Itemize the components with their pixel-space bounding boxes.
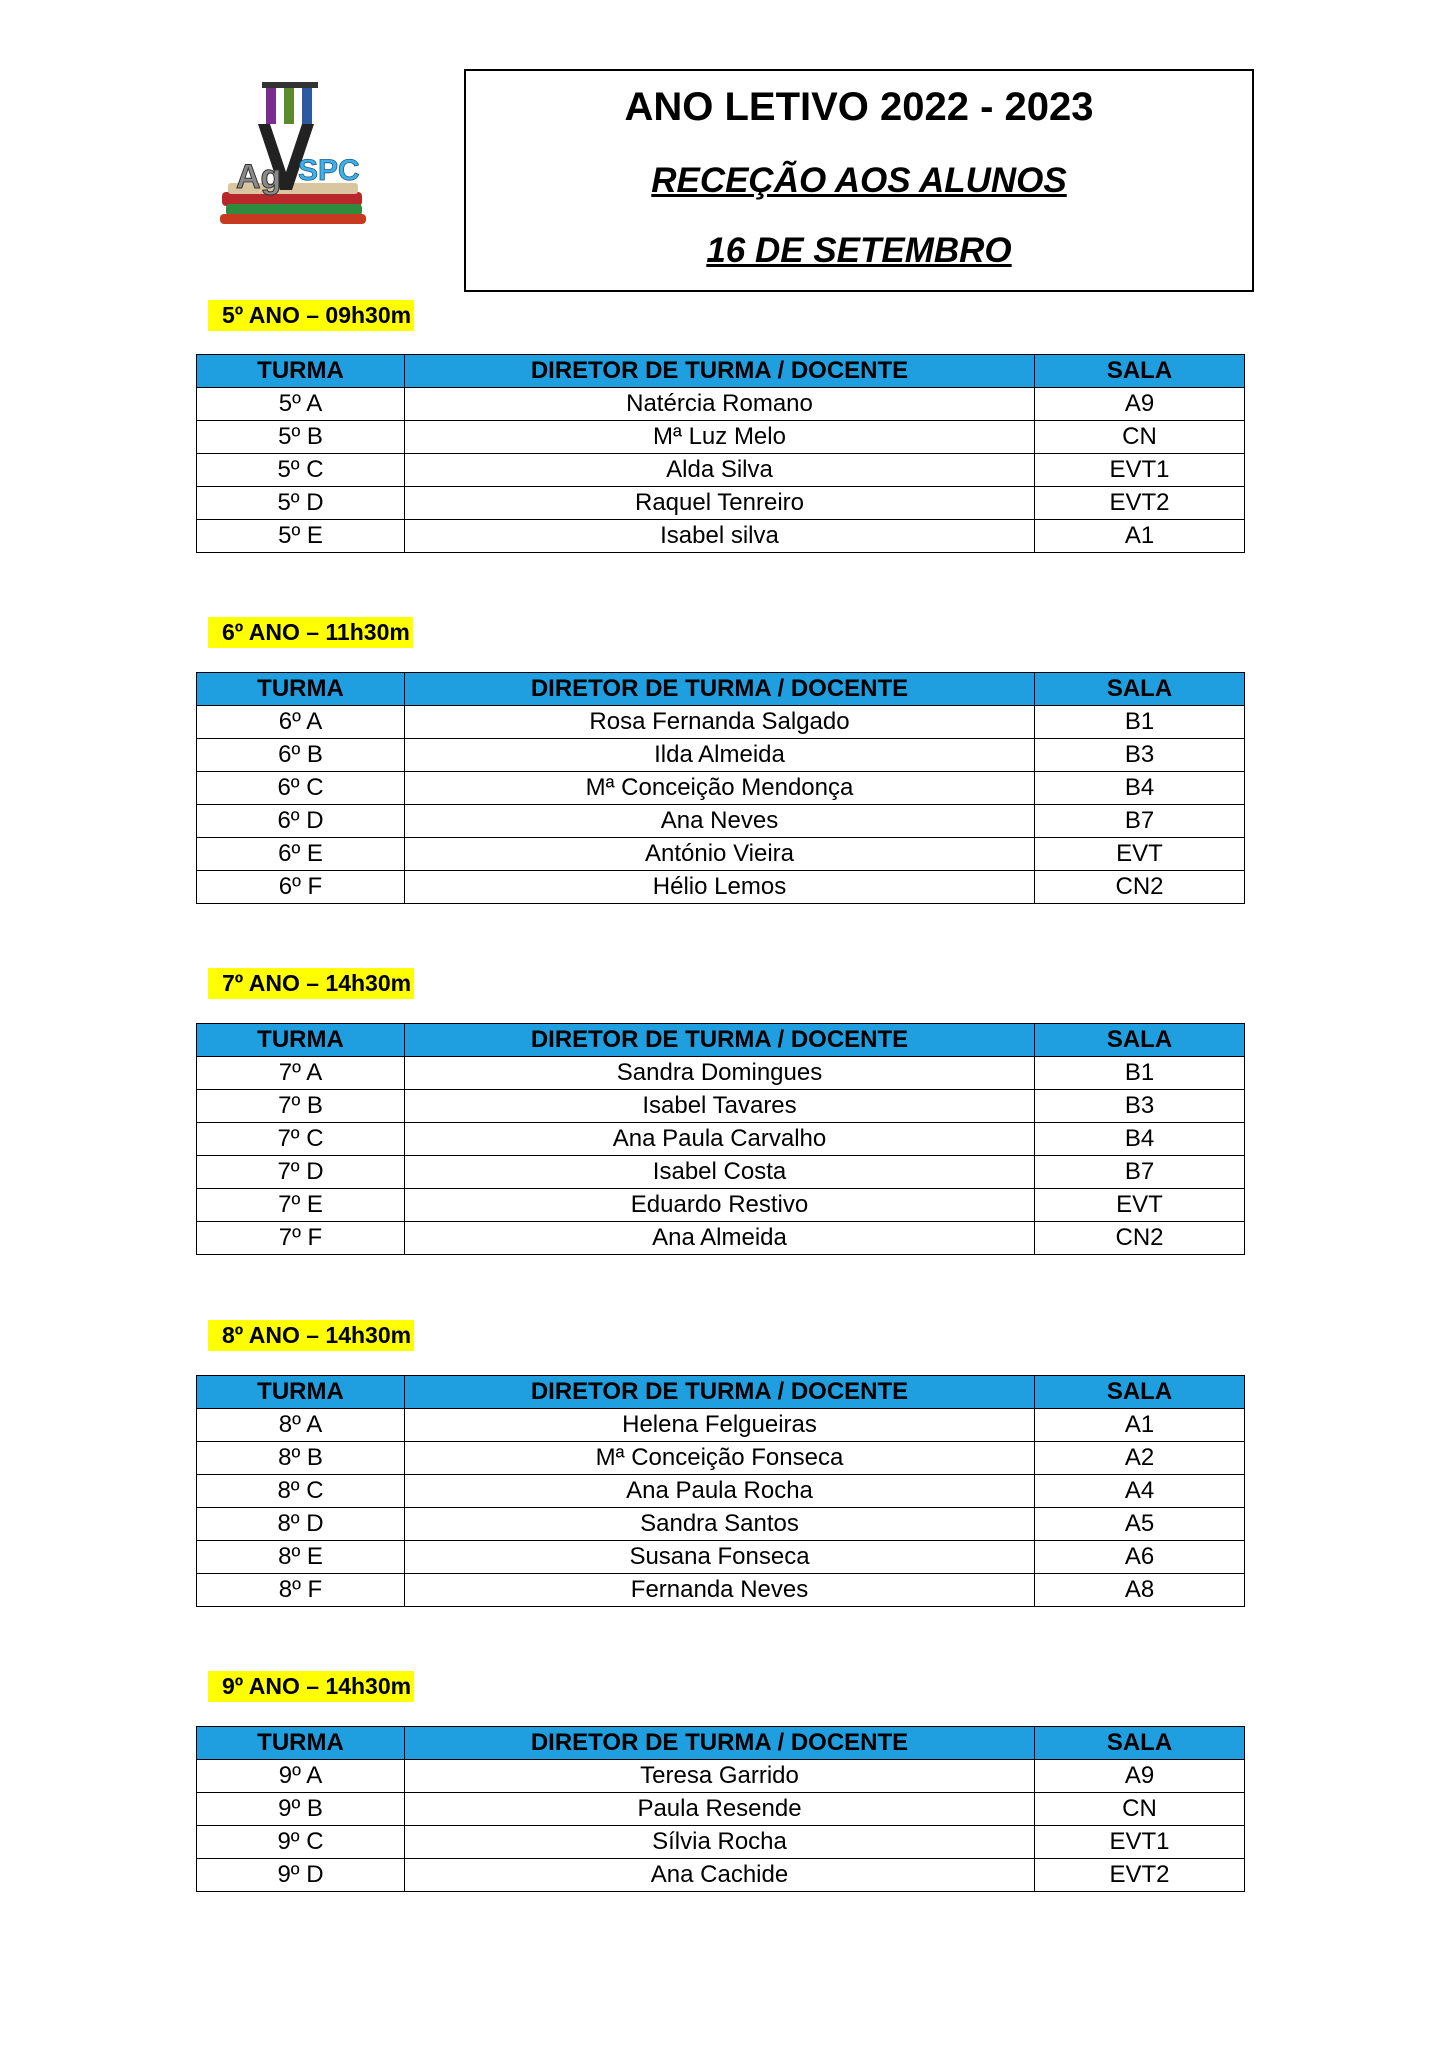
class-table [196,354,1245,553]
table-row [197,454,1245,487]
sala-cell: B7 [1035,1156,1245,1189]
turma-cell: 5º D [197,487,405,520]
docente-cell: António Vieira [405,838,1035,871]
column-header-turma: TURMA [197,1376,405,1409]
turma-cell: 6º C [197,772,405,805]
section-label: 9º ANO – 14h30m [208,1671,414,1702]
turma-cell: 8º A [197,1409,405,1442]
sala-cell: A8 [1035,1574,1245,1607]
sala-cell: CN2 [1035,1222,1245,1255]
table-header-row [197,1376,1245,1409]
document-title: ANO LETIVO 2022 - 2023 [624,85,1094,129]
turma-cell: 8º D [197,1508,405,1541]
turma-cell: 8º F [197,1574,405,1607]
docente-cell: Alda Silva [405,454,1035,487]
turma-cell: 7º C [197,1123,405,1156]
column-header-turma: TURMA [197,1024,405,1057]
turma-cell: 6º E [197,838,405,871]
column-header-sala: SALA [1035,1727,1245,1760]
sala-cell: B1 [1035,1057,1245,1090]
docente-cell: Eduardo Restivo [405,1189,1035,1222]
docente-cell: Isabel Tavares [405,1090,1035,1123]
docente-cell: Sandra Santos [405,1508,1035,1541]
table-row [197,1859,1245,1892]
turma-cell: 7º B [197,1090,405,1123]
section-label: 6º ANO – 11h30m [208,617,413,648]
column-header-docente: DIRETOR DE TURMA / DOCENTE [405,1024,1035,1057]
section-label: 7º ANO – 14h30m [208,968,414,999]
docente-cell: Mª Conceição Fonseca [405,1442,1035,1475]
table-row [197,1793,1245,1826]
table-row [197,1123,1245,1156]
sala-cell: A4 [1035,1475,1245,1508]
docente-cell: Susana Fonseca [405,1541,1035,1574]
column-header-turma: TURMA [197,1727,405,1760]
docente-cell: Sílvia Rocha [405,1826,1035,1859]
turma-cell: 8º E [197,1541,405,1574]
table-row [197,421,1245,454]
turma-cell: 9º D [197,1859,405,1892]
sala-cell: A2 [1035,1442,1245,1475]
sala-cell: EVT1 [1035,454,1245,487]
table-row [197,871,1245,904]
docente-cell: Ana Paula Rocha [405,1475,1035,1508]
table-row [197,805,1245,838]
sala-cell: B4 [1035,1123,1245,1156]
sala-cell: EVT [1035,838,1245,871]
turma-cell: 9º B [197,1793,405,1826]
docente-cell: Paula Resende [405,1793,1035,1826]
column-header-turma: TURMA [197,673,405,706]
turma-cell: 5º B [197,421,405,454]
docente-cell: Isabel silva [405,520,1035,553]
docente-cell: Ana Cachide [405,1859,1035,1892]
docente-cell: Hélio Lemos [405,871,1035,904]
turma-cell: 6º D [197,805,405,838]
sala-cell: B1 [1035,706,1245,739]
turma-cell: 7º A [197,1057,405,1090]
sala-cell: B7 [1035,805,1245,838]
title-box [464,69,1254,292]
table-row [197,772,1245,805]
class-table [196,672,1245,904]
turma-cell: 6º F [197,871,405,904]
table-row [197,706,1245,739]
table-row [197,487,1245,520]
table-row [197,1508,1245,1541]
column-header-docente: DIRETOR DE TURMA / DOCENTE [405,673,1035,706]
docente-cell: Natércia Romano [405,388,1035,421]
docente-cell: Teresa Garrido [405,1760,1035,1793]
table-header-row [197,1024,1245,1057]
sala-cell: A6 [1035,1541,1245,1574]
sala-cell: A9 [1035,1760,1245,1793]
sala-cell: CN2 [1035,871,1245,904]
docente-cell: Raquel Tenreiro [405,487,1035,520]
sala-cell: B4 [1035,772,1245,805]
turma-cell: 9º C [197,1826,405,1859]
turma-cell: 8º C [197,1475,405,1508]
table-row [197,1409,1245,1442]
table-header-row [197,1727,1245,1760]
school-logo [218,80,374,226]
column-header-docente: DIRETOR DE TURMA / DOCENTE [405,355,1035,388]
table-row [197,1541,1245,1574]
table-row [197,520,1245,553]
svg-text:Ag: Ag [236,158,282,196]
table-row [197,1090,1245,1123]
docente-cell: Mª Conceição Mendonça [405,772,1035,805]
event-date: 16 DE SETEMBRO [706,231,1012,270]
sala-cell: EVT2 [1035,1859,1245,1892]
column-header-sala: SALA [1035,673,1245,706]
turma-cell: 6º B [197,739,405,772]
table-row [197,1826,1245,1859]
sala-cell: A5 [1035,1508,1245,1541]
table-row [197,1475,1245,1508]
turma-cell: 8º B [197,1442,405,1475]
class-table [196,1023,1245,1255]
section-7-ano [196,968,1244,1251]
turma-cell: 5º A [197,388,405,421]
document-subtitle: RECEÇÃO AOS ALUNOS [651,161,1067,200]
table-row [197,739,1245,772]
table-row [197,1189,1245,1222]
column-header-sala: SALA [1035,1376,1245,1409]
turma-cell: 5º C [197,454,405,487]
turma-cell: 9º A [197,1760,405,1793]
table-row [197,1057,1245,1090]
section-9-ano [196,1671,1244,1888]
sala-cell: CN [1035,1793,1245,1826]
table-row [197,1156,1245,1189]
section-label: 5º ANO – 09h30m [208,300,414,331]
table-row [197,838,1245,871]
turma-cell: 7º F [197,1222,405,1255]
turma-cell: 6º A [197,706,405,739]
section-6-ano [196,617,1244,900]
table-row [197,1222,1245,1255]
column-header-sala: SALA [1035,355,1245,388]
sala-cell: A9 [1035,388,1245,421]
docente-cell: Rosa Fernanda Salgado [405,706,1035,739]
sala-cell: EVT [1035,1189,1245,1222]
sala-cell: A1 [1035,1409,1245,1442]
table-row [197,388,1245,421]
table-row [197,1574,1245,1607]
table-header-row [197,355,1245,388]
sala-cell: B3 [1035,739,1245,772]
docente-cell: Mª Luz Melo [405,421,1035,454]
class-table [196,1375,1245,1607]
docente-cell: Ana Paula Carvalho [405,1123,1035,1156]
sala-cell: EVT2 [1035,487,1245,520]
docente-cell: Helena Felgueiras [405,1409,1035,1442]
docente-cell: Ana Almeida [405,1222,1035,1255]
column-header-docente: DIRETOR DE TURMA / DOCENTE [405,1727,1035,1760]
docente-cell: Ilda Almeida [405,739,1035,772]
docente-cell: Isabel Costa [405,1156,1035,1189]
column-header-sala: SALA [1035,1024,1245,1057]
class-table [196,1726,1245,1892]
section-8-ano [196,1320,1244,1603]
table-row [197,1442,1245,1475]
column-header-docente: DIRETOR DE TURMA / DOCENTE [405,1376,1035,1409]
sala-cell: B3 [1035,1090,1245,1123]
svg-text:SPC: SPC [298,154,360,187]
sala-cell: EVT1 [1035,1826,1245,1859]
docente-cell: Fernanda Neves [405,1574,1035,1607]
table-row [197,1760,1245,1793]
docente-cell: Ana Neves [405,805,1035,838]
turma-cell: 7º E [197,1189,405,1222]
sala-cell: CN [1035,421,1245,454]
turma-cell: 5º E [197,520,405,553]
docente-cell: Sandra Domingues [405,1057,1035,1090]
section-5-ano [196,300,1244,549]
column-header-turma: TURMA [197,355,405,388]
section-label: 8º ANO – 14h30m [208,1320,414,1351]
table-header-row [197,673,1245,706]
sala-cell: A1 [1035,520,1245,553]
turma-cell: 7º D [197,1156,405,1189]
